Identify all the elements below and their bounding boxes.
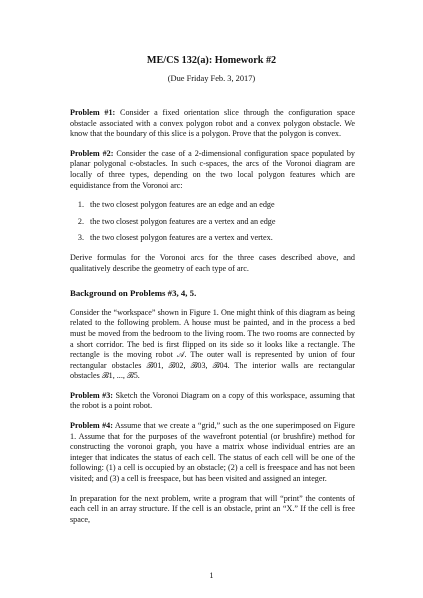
problem-1-label: Problem #1: — [70, 108, 116, 117]
problem-3-text: Sketch the Voronoi Diagram on a copy of this workspace, assuming that the robot is a point robot. — [70, 390, 355, 411]
problem-2-text: Consider the case of a 2-dimensional configuration space populated by planar polygonal c-obstacles. In such c-spaces, the arcs of the Voronoi diagram are locally of three types, depending on the two local polygon features which are equidistance from the Voronoi arc: — [70, 148, 355, 190]
due-date: (Due Friday Feb. 3, 2017) — [167, 74, 256, 83]
list-item: 1. the two closest polygon features are an edge and an edge — [86, 200, 355, 211]
problem-2-followup: Derive formulas for the Voronoi arcs for the three cases described above, and qualitatively describe the geometry of each type of arc. — [70, 252, 355, 273]
background-text: Consider the “workspace” shown in Figure 1. One might think of this diagram as being related to the following problem. A house must be painted, and in the process a bed must be moved from the bedroom to the living room. The two rooms are connected by a short corridor. The bed is first flipped on its side so it looks like a rectangle. The rectangle is the moving robot 𝒜. The outer wall is represented by union of four rectangular obstacles ℬ01, ℬ02, ℬ03, ℬ04. The interior walls are rectangular obstacles ℬ1, ..., ℬ5. — [70, 307, 355, 381]
problem-4-text: Assume that we create a “grid,” such as the one superimposed on Figure 1. Assume that for the purposes of the wavefront potential (or brushfire) method for constructing the voronoi graph, you have a matrix whose individual entries are an integer that indicates the status of each cell. The status of each cell will be one of the following: (1) a cell is occupied by an obstacle; (2) a cell is freespace and has not been visited; and (3) a cell is freespace, but has been visited and assigned an integer. — [70, 421, 355, 484]
background-heading: Background on Problems #3, 4, 5. — [70, 288, 197, 299]
problem-2 — [70, 149, 355, 191]
problem-3-label: Problem #3: — [70, 390, 113, 400]
problem-3 — [70, 391, 355, 412]
list-item: 2. the two closest polygon features are a vertex and an edge — [86, 217, 355, 228]
problem-4 — [70, 421, 355, 485]
document-title: ME/CS 132(a): Homework #2 — [146, 55, 277, 66]
problem-4-label: Problem #4: — [70, 421, 113, 431]
problem-1 — [70, 108, 355, 140]
problem-1-text: Consider a fixed orientation slice through the configuration space obstacle associated with a convex polygon robot and a convex polygon obstacle. We know that the boundary of this slice is a polygon. Prove that the polygon is convex. — [70, 108, 355, 139]
page-number: 1 — [209, 571, 214, 580]
problem-4-followup: In preparation for the next problem, write a program that will “print” the contents of each cell in an array structure. If the cell is an obstacle, print an “X.” If the cell is free space, — [70, 493, 355, 524]
problem-2-label: Problem #2: — [70, 148, 114, 158]
problem-2-list — [70, 200, 355, 244]
document-body — [70, 108, 355, 534]
list-item: 3. the two closest polygon features are a vertex and vertex. — [86, 233, 355, 244]
